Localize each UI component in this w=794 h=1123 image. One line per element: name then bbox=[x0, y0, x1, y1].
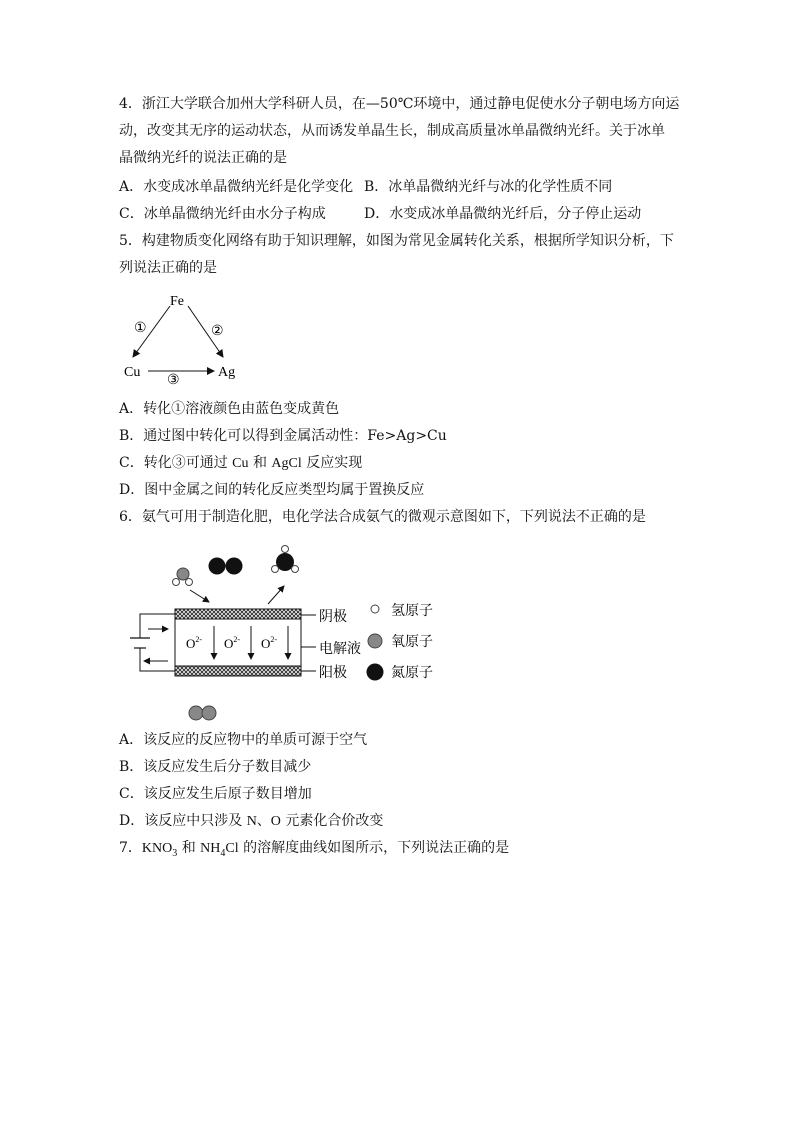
q6-stem: 6．氨气可用于制造化肥，电化学法合成氨气的微观示意图如下，下列说法不正确的是 bbox=[119, 509, 646, 525]
ion-label-2: $O^{2-}$ bbox=[224, 635, 241, 651]
cu-label: Cu bbox=[124, 365, 141, 380]
q5-stem-line-1: 5．构建物质变化网络有助于知识理解，如图为常见金属转化关系，根据所学知识分析，下 bbox=[119, 233, 674, 249]
ammonia-molecule-h-right bbox=[292, 566, 299, 573]
anode-plate bbox=[175, 666, 301, 676]
water-molecule-o bbox=[177, 568, 189, 580]
ion-label-1: $O^{2-}$ bbox=[186, 635, 203, 651]
oxygen-molecule-o1 bbox=[189, 706, 203, 720]
q7-stem: 7．$KNO_3$ 和 $NH_4Cl$ 的溶解度曲线如图所示，下列说法正确的是 bbox=[119, 840, 510, 859]
electrolyte-label: 电解液 bbox=[319, 642, 361, 657]
q5-option-d: D．图中金属之间的转化反应类型均属于置换反应 bbox=[119, 482, 425, 498]
q4-option-b: B．冰单晶微纳光纤与冰的化学性质不同 bbox=[364, 179, 613, 195]
fe-label: Fe bbox=[170, 294, 184, 309]
q4-option-d: D．水变成冰单晶微纳光纤后，分子停止运动 bbox=[364, 206, 642, 222]
q6-option-d: D．该反应中只涉及 N、O 元素化合价改变 bbox=[119, 813, 384, 829]
q4-stem-line-3: 晶微纳光纤的说法正确的是 bbox=[119, 150, 287, 166]
q4-stem-line-2: 动，改变其无序的运动状态，从而诱发单晶生长，制成高质量冰单晶微纳光纤。关于冰单 bbox=[119, 123, 665, 139]
q6-option-c: C．该反应发生后原子数目增加 bbox=[119, 786, 312, 802]
circuit-top-wire bbox=[140, 614, 175, 638]
electrochemical-ammonia-diagram bbox=[118, 540, 458, 725]
q5-option-a: A．转化①溶液颜色由蓝色变成黄色 bbox=[119, 401, 340, 417]
cathode-label: 阴极 bbox=[319, 610, 347, 625]
arrow-3-label: ③ bbox=[167, 373, 180, 388]
ag-label: Ag bbox=[218, 365, 236, 380]
ammonia-molecule-h-top bbox=[282, 546, 289, 553]
ammonia-molecule-h-left bbox=[272, 566, 279, 573]
arrow-reactants-in bbox=[190, 590, 209, 602]
nitrogen-molecule-n1 bbox=[209, 558, 226, 575]
q6-option-b: B．该反应发生后分子数目减少 bbox=[119, 759, 312, 775]
legend-nitrogen-icon bbox=[367, 664, 384, 681]
metal-conversion-diagram bbox=[118, 284, 258, 394]
nitrogen-molecule-n2 bbox=[226, 558, 243, 575]
ion-label-3: $O^{2-}$ bbox=[261, 635, 278, 651]
legend-oxygen-icon bbox=[368, 634, 382, 648]
legend-hydrogen-icon bbox=[371, 605, 379, 613]
legend-hydrogen-label: 氢原子 bbox=[391, 604, 433, 619]
q4-stem-line-1: 4．浙江大学联合加州大学科研人员，在—50℃环境中，通过静电促使水分子朝电场方向运 bbox=[119, 96, 680, 112]
water-molecule-h1 bbox=[173, 579, 180, 586]
arrow-2-label: ② bbox=[211, 324, 224, 339]
legend-oxygen-label: 氧原子 bbox=[391, 635, 433, 650]
q5-stem-line-2: 列说法正确的是 bbox=[119, 260, 217, 276]
circuit-bottom-wire bbox=[140, 648, 175, 671]
q5-option-c: C．转化③可通过 Cu 和 AgCl 反应实现 bbox=[119, 455, 363, 471]
oxygen-molecule-o2 bbox=[202, 706, 216, 720]
q5-option-b: B．通过图中转化可以得到金属活动性：Fe>Ag>Cu bbox=[119, 428, 447, 444]
water-molecule-h2 bbox=[186, 579, 193, 586]
q4-option-c: C．冰单晶微纳光纤由水分子构成 bbox=[119, 206, 326, 222]
q6-option-a: A．该反应的反应物中的单质可源于空气 bbox=[119, 732, 368, 748]
cathode-plate bbox=[175, 609, 301, 619]
legend-nitrogen-label: 氮原子 bbox=[391, 666, 433, 681]
arrow-product-out bbox=[268, 586, 284, 604]
anode-label: 阳极 bbox=[319, 666, 347, 681]
q4-option-a: A．水变成冰单晶微纳光纤是化学变化 bbox=[119, 179, 354, 195]
arrow-1-label: ① bbox=[134, 321, 147, 336]
